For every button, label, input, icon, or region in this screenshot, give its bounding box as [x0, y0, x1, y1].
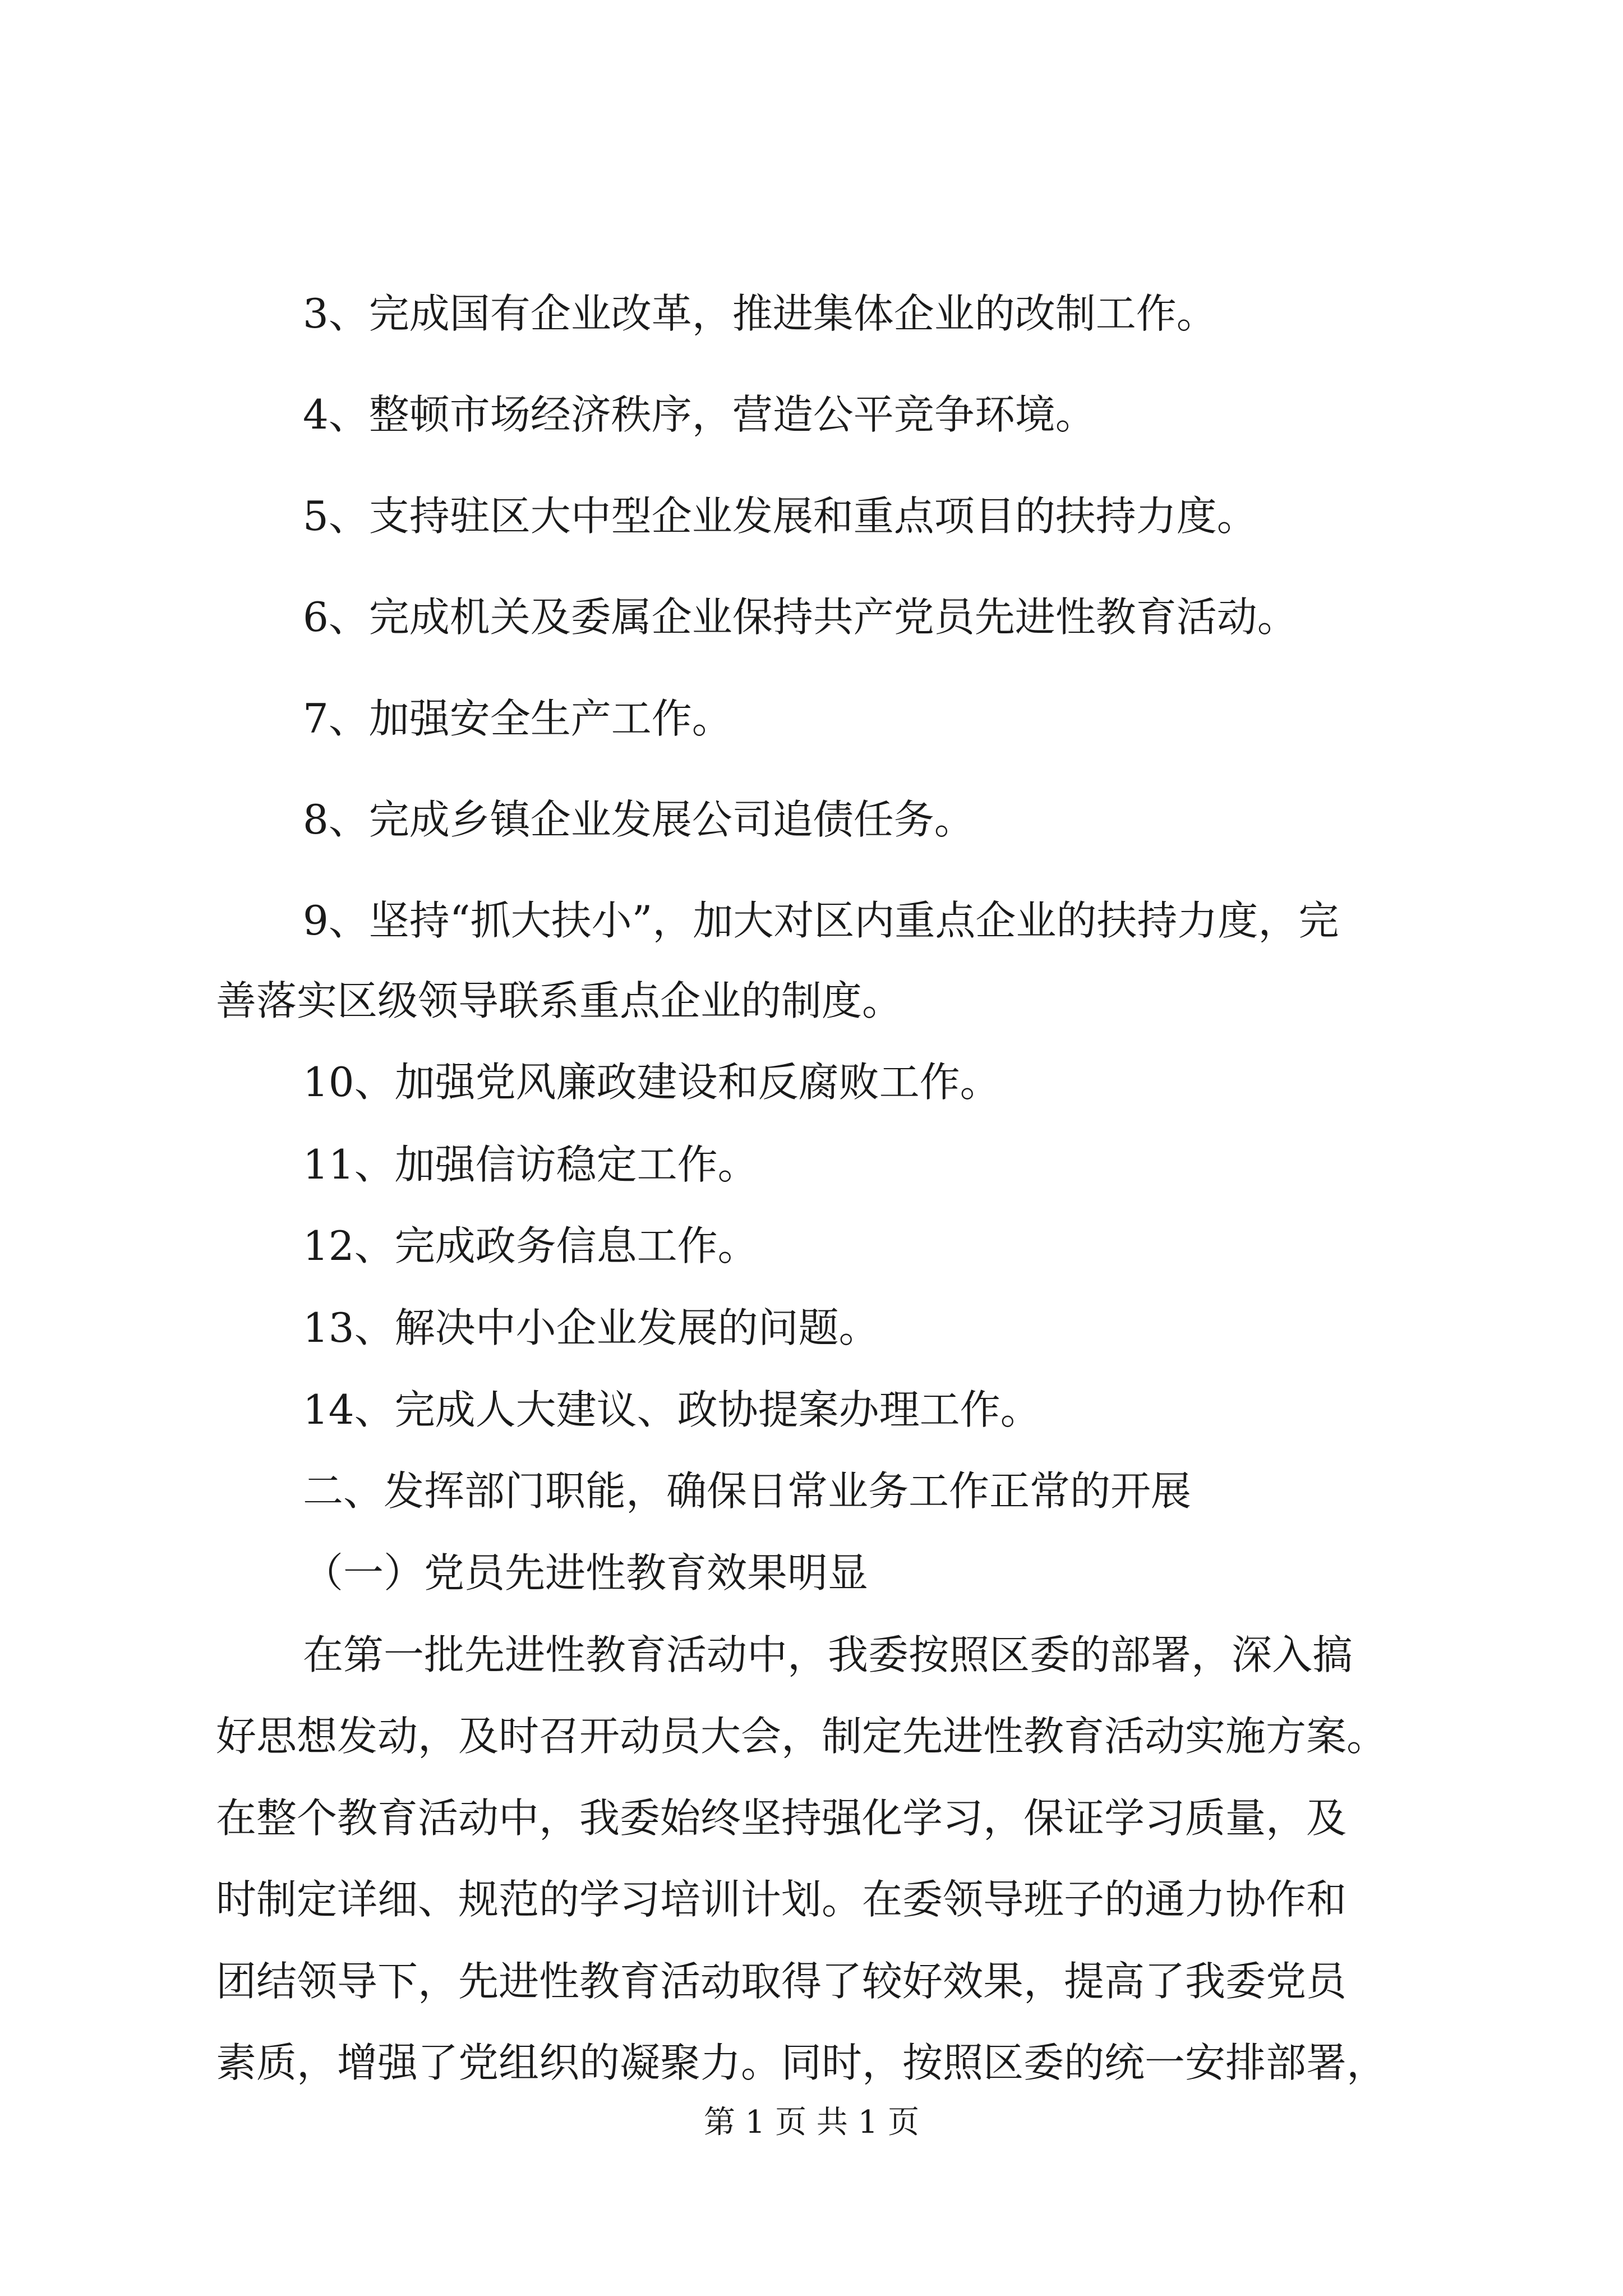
paragraph-line: 时制定详细、规范的学习培训计划。在委领导班子的通力协作和 — [216, 1876, 1347, 1923]
list-item-12: 12、完成政务信息工作。 — [303, 1222, 758, 1269]
list-item-8: 8、完成乡镇企业发展公司追债任务。 — [303, 796, 975, 843]
subsection-heading: （一）党员先进性教育效果明显 — [303, 1549, 869, 1596]
list-item-9-continued: 善落实区级领导联系重点企业的制度。 — [216, 977, 903, 1024]
list-item-7: 7、加强安全生产工作。 — [303, 695, 732, 742]
list-item-6: 6、完成机关及委属企业保持共产党员先进性教育活动。 — [303, 593, 1298, 641]
paragraph-line: 团结领导下，先进性教育活动取得了较好效果，提高了我委党员 — [216, 1958, 1347, 2005]
paragraph-line: 在整个教育活动中，我委始终坚持强化学习，保证学习质量，及 — [216, 1795, 1347, 1842]
list-item-10: 10、加强党风廉政建设和反腐败工作。 — [303, 1059, 1000, 1106]
list-item-4: 4、整顿市场经济秩序，营造公平竞争环境。 — [303, 391, 1096, 438]
list-item-14: 14、完成人大建议、政协提案办理工作。 — [303, 1386, 1041, 1433]
list-item-11: 11、加强信访稳定工作。 — [303, 1141, 758, 1188]
section-heading: 二、发挥部门职能，确保日常业务工作正常的开展 — [303, 1467, 1192, 1515]
list-item-3: 3、完成国有企业改革，推进集体企业的改制工作。 — [303, 290, 1217, 337]
list-item-13: 13、解决中小企业发展的问题。 — [303, 1304, 879, 1351]
page-footer: 第 1 页 共 1 页 — [703, 2104, 920, 2141]
list-item-5: 5、支持驻区大中型企业发展和重点项目的扶持力度。 — [303, 493, 1257, 540]
paragraph-line: 在第一批先进性教育活动中，我委按照区委的部署，深入搞 — [303, 1631, 1353, 1678]
paragraph-line: 素质，增强了党组织的凝聚力。同时，按照区委的统一安排部署， — [216, 2039, 1387, 2086]
paragraph-line: 好思想发动，及时召开动员大会，制定先进性教育活动实施方案。 — [216, 1713, 1387, 1760]
list-item-9: 9、坚持“抓大扶小”，加大对区内重点企业的扶持力度，完 — [303, 897, 1339, 944]
